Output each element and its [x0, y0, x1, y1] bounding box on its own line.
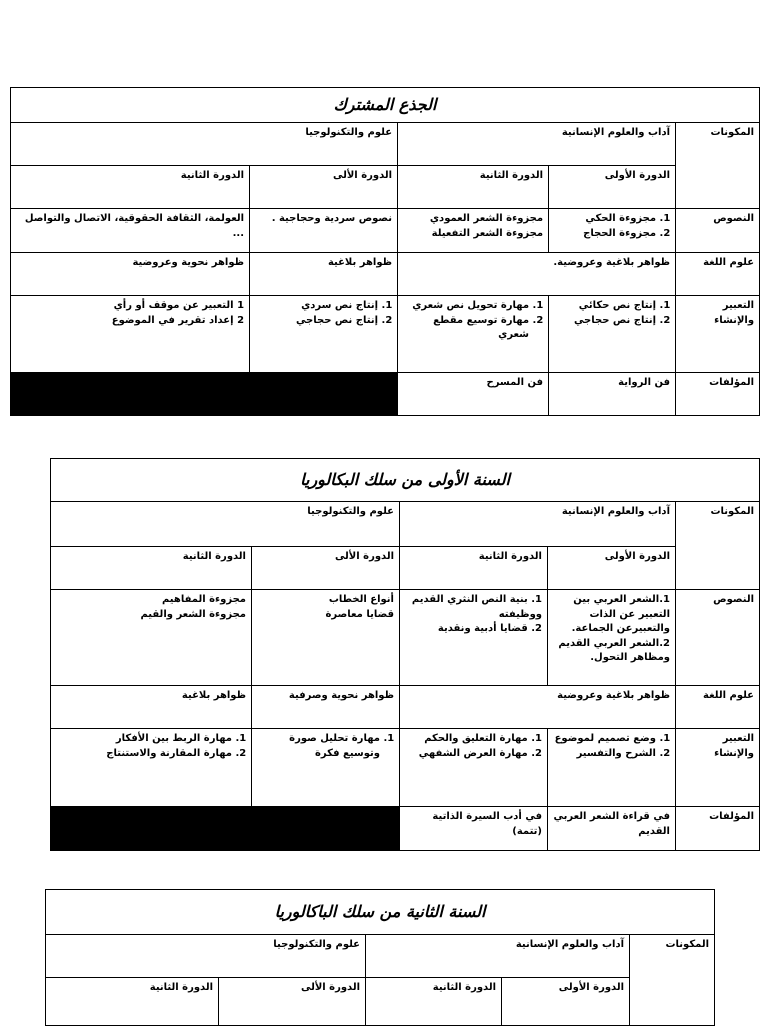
expression-science-term2 [51, 729, 252, 807]
science-term1-header: الدورة الألى [250, 166, 398, 209]
table-common-core [10, 87, 760, 416]
language-science-term1: ظواهر نحوية وصرفية [252, 686, 400, 729]
science-term1-header: الدورة الألى [219, 978, 366, 1026]
language-arts: ظواهر بلاغية وعروضية [400, 686, 676, 729]
list-item: 1. مهارة تحويل نص شعري [403, 299, 529, 314]
expression-arts-term1 [549, 296, 676, 373]
table-first-year-bac [50, 458, 760, 851]
list-item: 2. مهارة توسيع مقطع شعري [403, 314, 529, 343]
arts-section-header: آداب والعلوم الإنسانية [400, 502, 676, 547]
list-item: 1. مهارة تحليل صورة وتوسيع فكرة [257, 732, 380, 761]
list-item: 2. مهارة المقارنة والاستنتاج [56, 747, 232, 762]
components-label: المكونات [676, 123, 760, 209]
works-label: المؤلفات [676, 373, 760, 416]
language-science-term2: ظواهر بلاغية [51, 686, 252, 729]
science-term2-header: الدورة الثانية [51, 547, 252, 590]
texts-science-term1: نصوص سردية وحجاجية . [250, 209, 398, 253]
texts-arts-term1: 1.الشعر العربي بين التعبير عن الذات والتعبيرعن الجماعة. 2.الشعر العربي القديم ومظاهر التحول. [548, 590, 676, 686]
works-arts-term2: فن المسرح [398, 373, 549, 416]
list-item: 1. مهارة الربط بين الأفكار [56, 732, 232, 747]
science-term2-header: الدورة الثانية [11, 166, 250, 209]
works-arts-term1: في قراءة الشعر العربي القديم [548, 807, 676, 851]
texts-label: النصوص [676, 590, 760, 686]
redacted-cell [11, 373, 398, 416]
expression-arts-term2 [398, 296, 549, 373]
science-section-header: علوم والتكنولوجيا [11, 123, 398, 166]
arts-term2-header: الدورة الثانية [400, 547, 548, 590]
texts-arts-term2: مجزوءة الشعر العمودي مجزوءة الشعر التفعيلة [398, 209, 549, 253]
table-second-year-bac [45, 889, 715, 1026]
list-item: 1. مجزوءة الحكي [554, 212, 656, 227]
expression-science-term1 [252, 729, 400, 807]
texts-science-term2: مجزوءة المفاهيم مجزوءة الشعر والقيم [51, 590, 252, 686]
science-section-header: علوم والتكنولوجيا [46, 935, 366, 978]
expression-science-term1 [250, 296, 398, 373]
table-title: السنة الثانية من سلك الباكالوريا [46, 890, 715, 935]
arts-term1-header: الدورة الأولى [549, 166, 676, 209]
list-item: 1. وضع تصميم لموضوع [553, 732, 656, 747]
texts-label: النصوص [676, 209, 760, 253]
list-item: 1. إنتاج نص سردي [255, 299, 378, 314]
table-title: الجذع المشترك [11, 88, 760, 123]
arts-section-header: آداب والعلوم الإنسانية [398, 123, 676, 166]
science-term1-header: الدورة الألى [252, 547, 400, 590]
expression-label: التعبير والإنشاء [676, 296, 760, 373]
texts-arts-term1 [549, 209, 676, 253]
arts-section-header: آداب والعلوم الإنسانية [366, 935, 630, 978]
list-item: 2. مجزوءة الحجاج [554, 227, 656, 242]
components-label: المكونات [676, 502, 760, 590]
expression-science-term2: 1 التعبير عن موقف أو رأي 2 إعداد تقرير في الموضوع [11, 296, 250, 373]
arts-term1-header: الدورة الأولى [548, 547, 676, 590]
expression-arts-term1 [548, 729, 676, 807]
list-item: 1. إنتاج نص حكائي [554, 299, 656, 314]
works-arts-term2: في أدب السيرة الذاتية (تتمة) [400, 807, 548, 851]
texts-science-term2: العولمة، الثقافة الحقوقية، الاتصال والتواصل ... [11, 209, 250, 253]
language-science-term2: ظواهر نحوية وعروضية [11, 253, 250, 296]
table-title: السنة الأولى من سلك البكالوريا [51, 459, 760, 502]
language-label: علوم اللغة [676, 253, 760, 296]
works-arts-term1: فن الرواية [549, 373, 676, 416]
arts-term2-header: الدورة الثانية [398, 166, 549, 209]
components-label: المكونات [630, 935, 715, 1026]
list-item: 2. الشرح والتفسير [553, 747, 656, 762]
science-term2-header: الدورة الثانية [46, 978, 219, 1026]
arts-term1-header: الدورة الأولى [502, 978, 630, 1026]
science-section-header: علوم والتكنولوجيا [51, 502, 400, 547]
expression-arts-term2: 1. مهارة التعليق والحكم 2. مهارة العرض الشفهي [400, 729, 548, 807]
arts-term2-header: الدورة الثانية [366, 978, 502, 1026]
language-science-term1: ظواهر بلاغية [250, 253, 398, 296]
list-item: 2. إنتاج نص حجاجي [554, 314, 656, 329]
language-label: علوم اللغة [676, 686, 760, 729]
redacted-cell [51, 807, 400, 851]
works-label: المؤلفات [676, 807, 760, 851]
texts-science-term1: أنواع الخطاب قضايا معاصرة [252, 590, 400, 686]
expression-label: التعبير والإنشاء [676, 729, 760, 807]
list-item: 2. إنتاج نص حجاجي [255, 314, 378, 329]
language-arts: ظواهر بلاغية وعروضية. [398, 253, 676, 296]
texts-arts-term2: 1. بنية النص النثري القديم ووظيفته 2. قضايا أدبية ونقدية [400, 590, 548, 686]
